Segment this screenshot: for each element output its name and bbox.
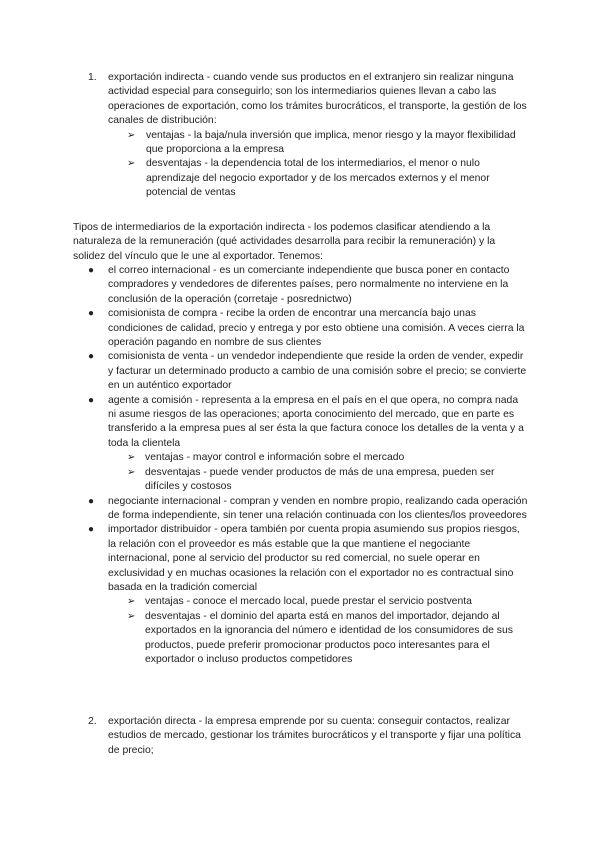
- list-item-text: el correo internacional - es un comerciante independiente que busca poner en contacto compradores y vendedores de diferentes países, pero normalmente no interviene en la conclusión de la operación (corretaje - posrednictwo): [108, 265, 510, 305]
- item-number: 2.: [88, 716, 97, 727]
- sub-bullet: [73, 451, 528, 465]
- list-item-text: agente a comisión - representa a la empresa en el país en el que opera, no compra nada ni asume riesgos de las operaciones; aporta conocimiento del mercado, que en parte es transferido a la empresa pues al ser ésta la que factura conoce los detalles de la venta y a toda la clientela: [108, 394, 524, 449]
- arrow-bullet-icon: ➢: [127, 466, 136, 478]
- list-item-text: comisionista de compra - recibe la orden de encontrar una mercancía bajo unas condiciones de calidad, precio y entrega y por esto obtiene una comisión. A veces cierra la operación pagando en nombre de sus clientes: [108, 308, 525, 349]
- numbered-item-2: [88, 715, 528, 758]
- sub-bullet: [108, 129, 528, 158]
- numbered-item-1: [88, 71, 528, 201]
- list-item: [73, 394, 528, 452]
- bullet-dot-icon: ●: [88, 308, 95, 320]
- bullet-list: [73, 264, 528, 667]
- intro-paragraph: Tipos de intermediarios de la exportación indirecta - los podemos clasificar atendiendo a la naturaleza de la remuneración (qué actividades desarrolla para recibir la remuneración) y la solidez del vínculo que le une al exportador. Tenemos:: [73, 222, 496, 262]
- list-item: [73, 350, 528, 393]
- item-number: 1.: [88, 72, 97, 83]
- item-text: exportación indirecta - cuando vende sus productos en el extranjero sin realizar ninguna actividad especial para conseguirlo; son los intermediarios quienes llevan a cabo las operaciones de exportación, como los trámites burocráticos, el transporte, la gestión de los canales de distribución:: [108, 72, 527, 127]
- bullet-dot-icon: ●: [88, 495, 95, 507]
- arrow-bullet-icon: ➢: [127, 129, 136, 141]
- list-item: [73, 307, 528, 350]
- list-item: [73, 523, 528, 595]
- bullet-dot-icon: ●: [88, 394, 95, 406]
- arrow-bullet-icon: ➢: [127, 158, 136, 170]
- sub-bullet: [108, 157, 528, 200]
- list-item-text: negociante internacional - compran y venden en nombre propio, realizando cada operación de forma independiente, sin tener una relación continuada con los clientes/los proveedores: [108, 495, 528, 521]
- bullet-dot-icon: ●: [88, 351, 95, 363]
- sub-bullet-text: ventajas - mayor control e información sobre el mercado: [145, 452, 405, 464]
- sub-bullet: [73, 595, 528, 609]
- sub-bullet: [73, 610, 528, 668]
- sub-bullet-text: ventajas - conoce el mercado local, puede prestar el servicio postventa: [145, 596, 472, 608]
- list-item-text: importador distribuidor - opera también por cuenta propia asumiendo sus propios riesgos, la relación con el proveedor es más estable que la que mantiene el negociante internacional, pone al servicio del productor su red comercial, no suele operar en exclusividad y en muchas ocasiones la relación con el exportador no es contractual sino basada en la tradición comercial: [108, 524, 520, 593]
- list-item: [73, 264, 528, 307]
- bullet-dot-icon: ●: [88, 524, 95, 536]
- arrow-bullet-icon: ➢: [127, 452, 136, 464]
- sub-bullet-text: desventajas - puede vender productos de más de una empresa, pueden ser difíciles y costosos: [145, 466, 495, 493]
- arrow-bullet-icon: ➢: [127, 610, 136, 622]
- item-text: exportación directa - la empresa emprende por su cuenta: conseguir contactos, realizar estudios de mercado, gestionar los trámites burocráticos y el transporte y fijar una política de precio;: [108, 716, 521, 756]
- sub-bullet-text: desventajas - la dependencia total de los intermediarios, el menor o nulo aprendizaje del negocio exportador y de los mercados externos y el menor potencial de ventas: [146, 158, 490, 199]
- bullet-dot-icon: ●: [88, 265, 95, 276]
- arrow-bullet-icon: ➢: [127, 596, 136, 608]
- list-item-text: comisionista de venta - un vendedor independiente que reside la orden de vender, expedir y facturar un determinado producto a cambio de una comisión sobre el precio; se convierte en un auténtico exportador: [108, 351, 527, 392]
- sub-bullet-text: desventajas - el dominio del aparta está en manos del importador, dejando al exportados en la ignorancia del número e identidad de los consumidores de sus productos, puede preferir promocionar productos poco interesantes para el exportador o incluso productos competidores: [145, 610, 513, 665]
- sub-bullet: [73, 466, 528, 495]
- sub-bullet-text: ventajas - la baja/nula inversión que implica, menor riesgo y la mayor flexibilidad que proporciona a la empresa: [146, 129, 516, 156]
- list-item: [73, 495, 528, 524]
